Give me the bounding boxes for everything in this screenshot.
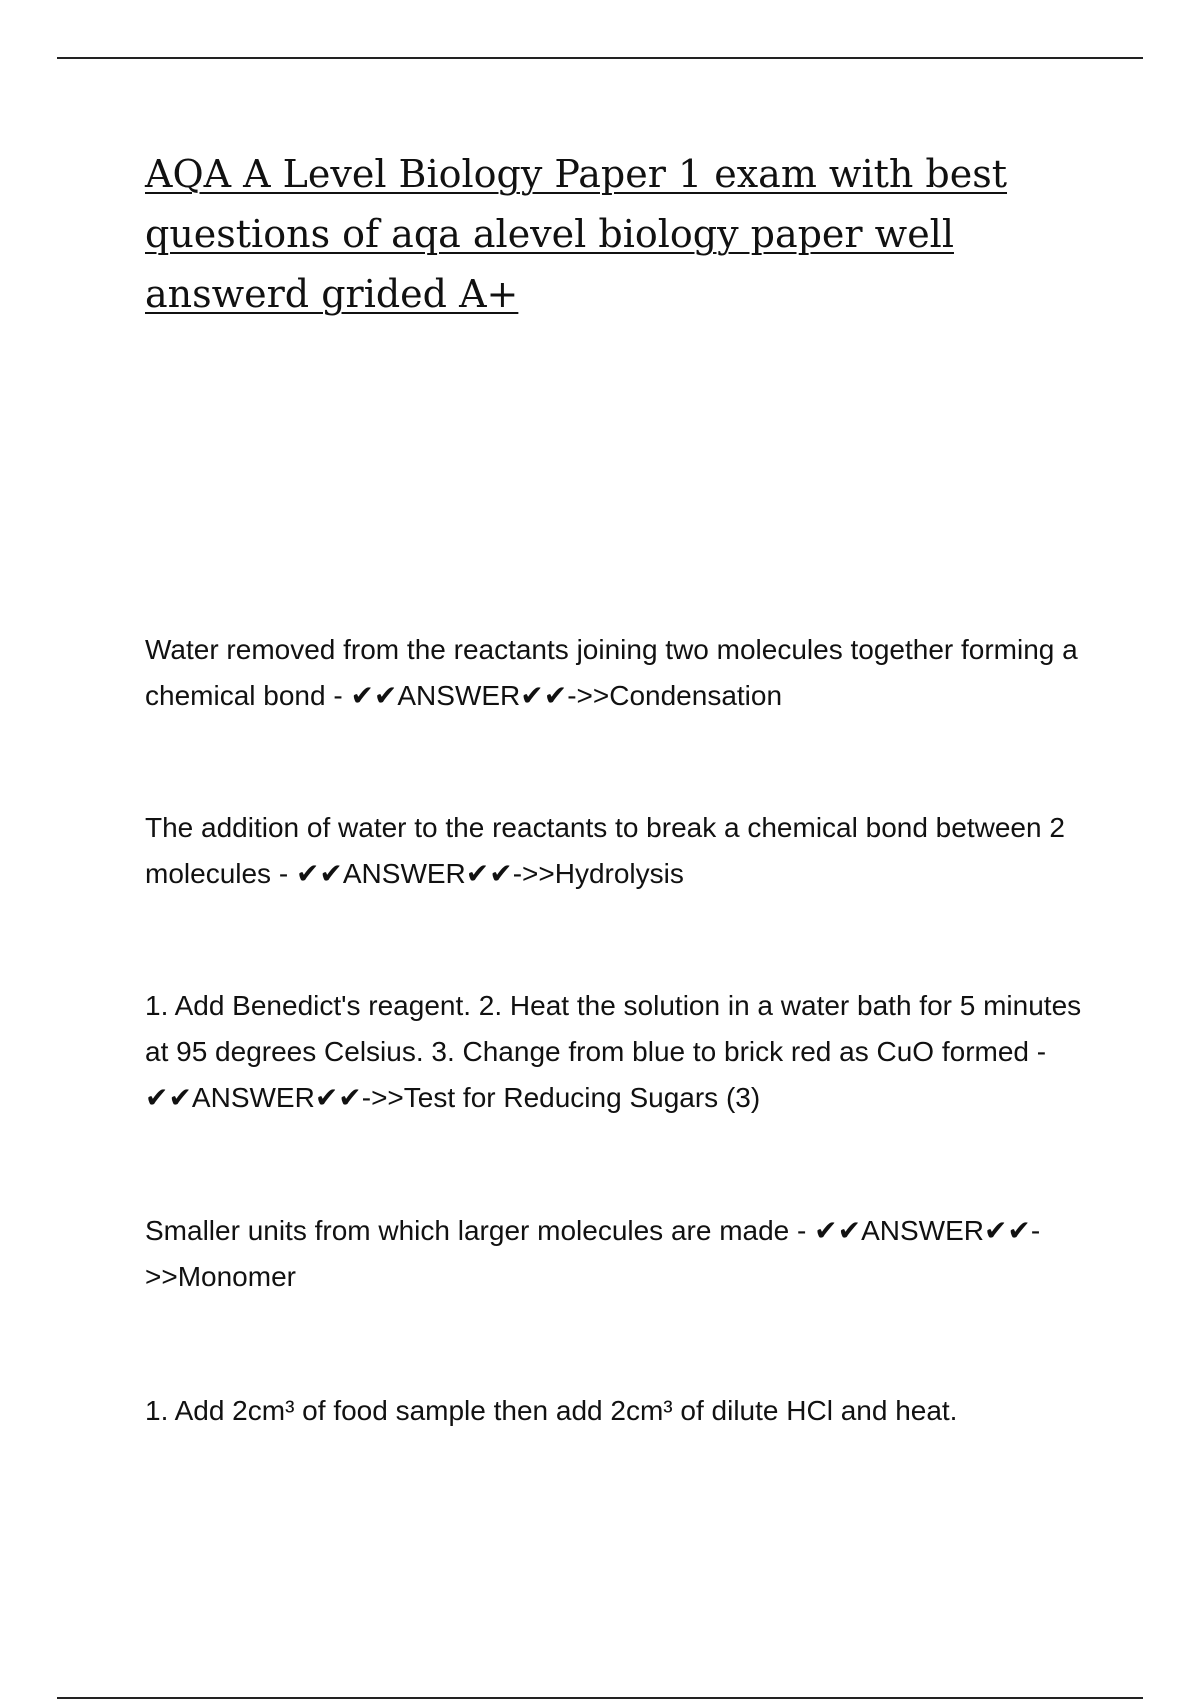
qa-entry-monomer xyxy=(145,1208,1085,1300)
answer-text: Test for Reducing Sugars (3) xyxy=(403,1082,761,1113)
answer-marker: ✔✔ANSWER✔✔->> xyxy=(295,858,555,889)
separator: - xyxy=(1029,1036,1047,1067)
separator: - xyxy=(271,858,296,889)
question-text: 1. Add Benedict's reagent. 2. Heat the solution in a water bath for 5 minutes at 95 degrees Celsius. 3. Change from blue to brick red as CuO formed xyxy=(145,990,1082,1067)
top-rule xyxy=(57,57,1143,59)
answer-text: Monomer xyxy=(177,1261,296,1292)
answer-marker: ✔✔ANSWER✔✔->> xyxy=(350,680,610,711)
question-text: 1. Add 2cm³ of food sample then add 2cm³ of dilute HCl and heat. xyxy=(145,1395,958,1426)
qa-entry-condensation xyxy=(145,627,1085,719)
question-text: Water removed from the reactants joining two molecules together forming a chemical bond xyxy=(145,634,1078,711)
qa-entry-reducing-sugars xyxy=(145,983,1085,1121)
question-text: The addition of water to the reactants to break a chemical bond between 2 molecules xyxy=(145,812,1065,889)
bottom-rule xyxy=(57,1697,1143,1699)
qa-entry-food-sample xyxy=(145,1388,1085,1434)
document-title: AQA A Level Biology Paper 1 exam with best questions of aqa alevel biology paper well answerd grided A+ xyxy=(145,152,1008,316)
answer-marker: ✔✔ANSWER✔✔->> xyxy=(145,1082,404,1113)
answer-text: Condensation xyxy=(609,680,783,711)
separator: - xyxy=(325,680,351,711)
answer-text: Hydrolysis xyxy=(554,858,684,889)
separator: - xyxy=(789,1215,815,1246)
answer-marker: ✔✔ANSWER✔✔->> xyxy=(145,1215,1041,1292)
question-text: Smaller units from which larger molecules are made xyxy=(145,1215,790,1246)
qa-entry-hydrolysis xyxy=(145,805,1085,897)
